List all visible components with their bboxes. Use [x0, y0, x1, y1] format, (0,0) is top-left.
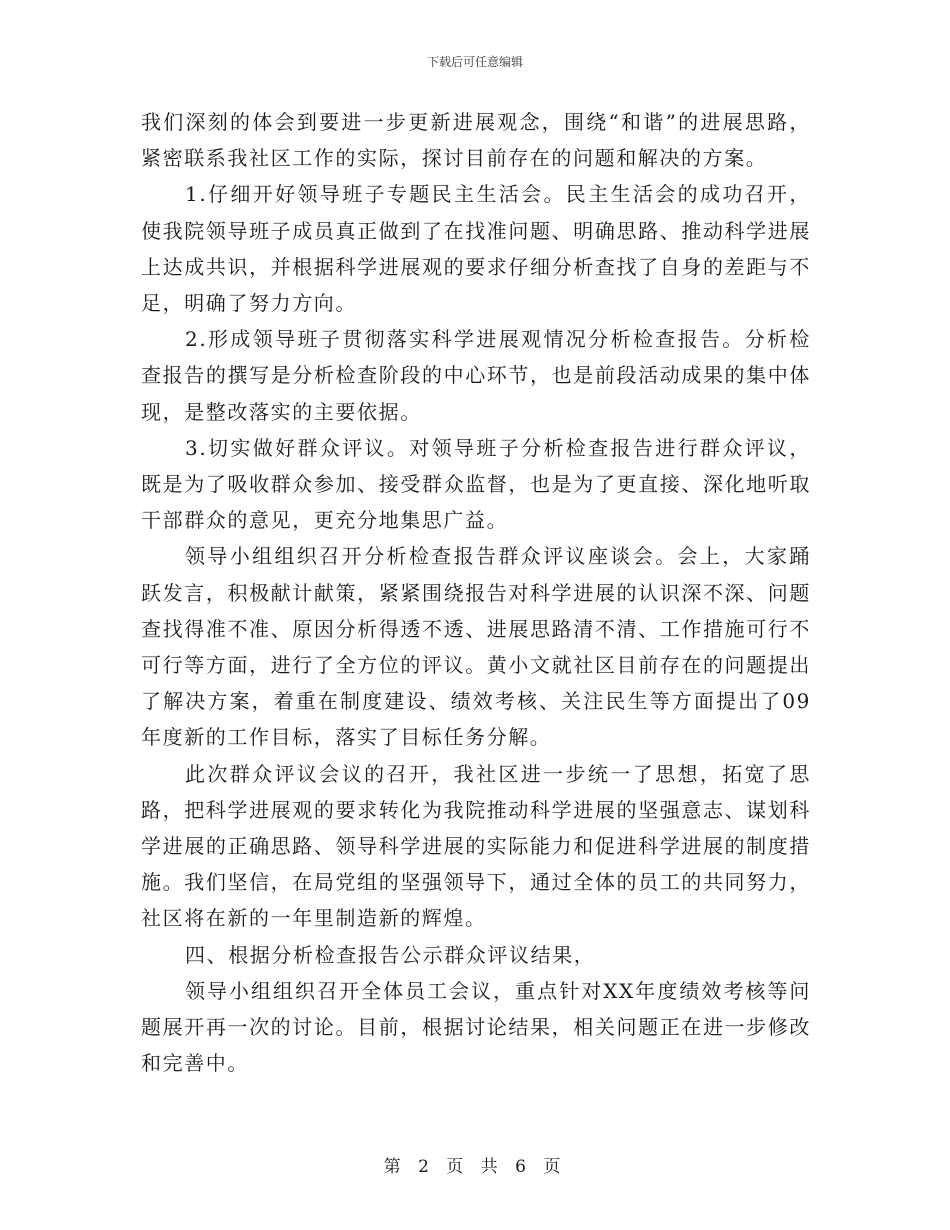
paragraph-intro: 我们深刻的体会到要进一步更新进展观念，围绕“和谐”的进展思路，紧密联系我社区工作的实际，探讨目前存在的问题和解决的方案。 — [141, 110, 811, 171]
paragraph-item-2: 2.形成领导班子贯彻落实科学进展观情况分析检查报告。分析检查报告的撰写是分析检查阶段的中心环节，也是前段活动成果的集中体现，是整改落实的主要依据。 — [141, 327, 811, 424]
paragraph-outcome: 此次群众评议会议的召开，我社区进一步统一了思想，拓宽了思路，把科学进展观的要求转化为我院推动科学进展的坚强意志、谋划科学进展的正确思路、领导科学进展的实际能力和促进科学进展的制度措施。我们坚信，在局党组的坚强领导下，通过全体的员工的共同努力，社区将在新的一年里制造新的辉煌。 — [141, 761, 811, 931]
page-header: 下载后可任意编辑 — [426, 55, 523, 69]
paragraph-item-1: 1.仔细开好领导班子专题民主生活会。民主生活会的成功召开，使我院领导班子成员真正做到了在找准问题、明确思路、推动科学进展上达成共识，并根据科学进展观的要求仔细分析查找了自身的差距与不足，明确了努力方向。 — [141, 182, 811, 316]
section-heading-4: 四、根据分析检查报告公示群众评议结果， — [185, 942, 596, 967]
paragraph-staff-meeting: 领导小组组织召开全体员工会议，重点针对XX年度绩效考核等问题展开再一次的讨论。目前，根据讨论结果，相关问题正在进一步修改和完善中。 — [141, 978, 811, 1076]
document-body — [141, 104, 811, 1081]
paragraph-meeting: 领导小组组织召开分析检查报告群众评议座谈会。会上，大家踊跃发言，积极献计献策，紧紧围绕报告对科学进展的认识深不深、问题查找得准不准、原因分析得透不透、进展思路清不清、工作措施可行不可行等方面，进行了全方位的评议。黄小文就社区目前存在的问题提出了解决方案，着重在制度建设、绩效考核、关注民生等方面提出了09年度新的工作目标，落实了目标任务分解。 — [141, 544, 811, 750]
paragraph-item-3: 3.切实做好群众评议。对领导班子分析检查报告进行群众评议，既是为了吸收群众参加、接受群众监督，也是为了更直接、深化地听取干部群众的意见，更充分地集思广益。 — [141, 435, 811, 533]
page-number: 第 2 页 共 6 页 — [383, 1157, 567, 1177]
